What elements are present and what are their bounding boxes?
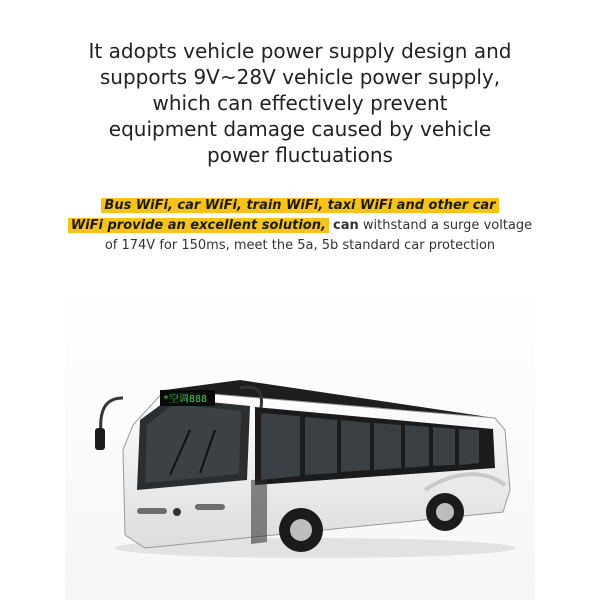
bus-image: [65, 280, 535, 600]
headline-line: power fluctuations: [207, 143, 393, 167]
description-line-2: [60, 216, 540, 236]
description-line-3: of 174V for 150ms, meet the 5a, 5b standard car protection: [104, 238, 496, 253]
destination-display: *空调888: [163, 394, 208, 405]
headline-line: supports 9V~28V vehicle power supply,: [99, 65, 501, 89]
headline-line: which can effectively prevent: [152, 91, 448, 115]
bus-illustration: [65, 280, 535, 600]
headline-line: It adopts vehicle power supply design and: [88, 39, 512, 63]
highlight-text-2: WiFi provide an excellent solution,: [68, 218, 329, 233]
description-text: withstand a surge voltage: [358, 218, 533, 233]
description: [60, 196, 540, 256]
description-line-1: [60, 196, 540, 216]
highlight-text-1: Bus WiFi, car WiFi, train WiFi, taxi WiFi and other car: [101, 198, 498, 213]
headline-line: equipment damage caused by vehicle: [108, 117, 492, 141]
headline: [40, 38, 560, 168]
bold-word: can: [333, 218, 359, 233]
